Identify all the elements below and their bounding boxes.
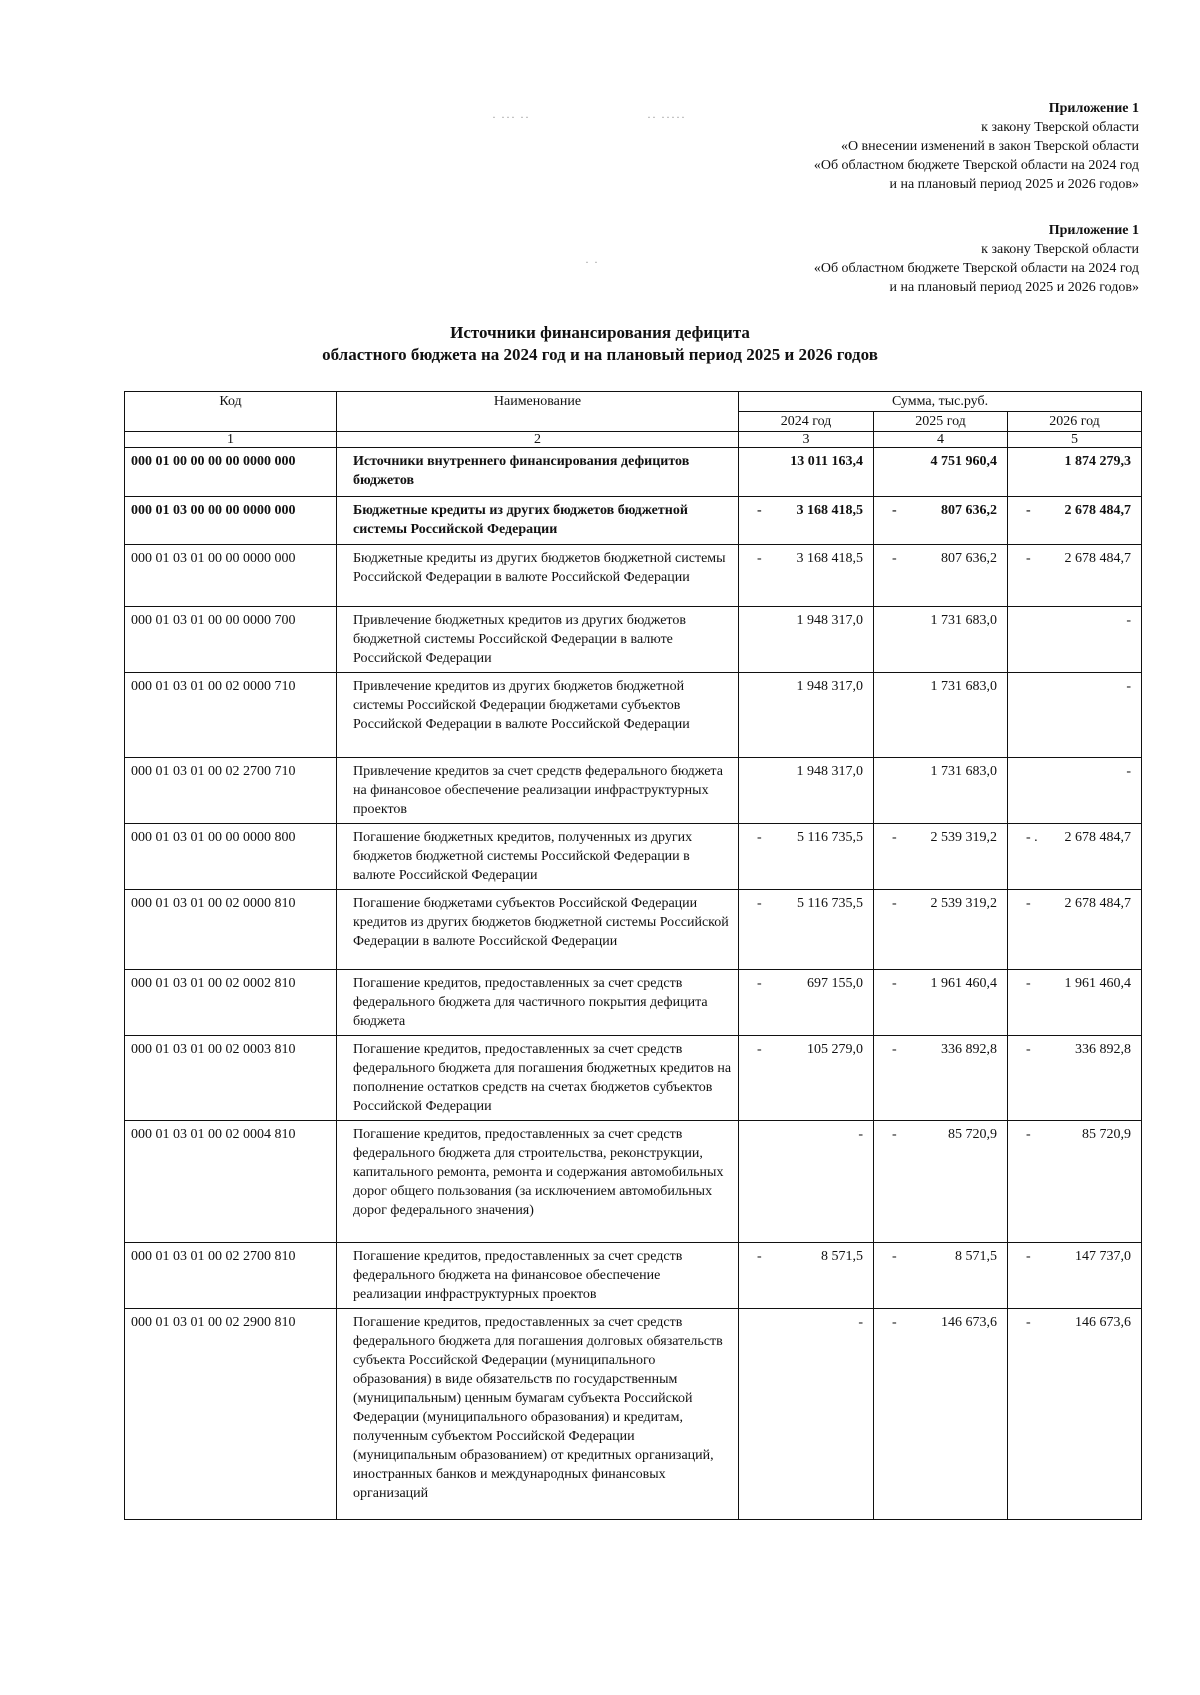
column-number: 5 <box>1008 432 1142 448</box>
amount-value: 336 892,8 <box>1075 1042 1132 1057</box>
header-year-2025: 2025 год <box>874 412 1008 432</box>
amount-2024-cell <box>739 1036 874 1121</box>
amount-2026-cell <box>1008 824 1142 890</box>
amount-value: 1 731 683,0 <box>930 764 997 779</box>
appendix-line: «О внесении изменений в закон Тверской области <box>840 139 1139 154</box>
amount-2025-cell <box>874 758 1008 824</box>
amount-value: 807 636,2 <box>941 503 997 518</box>
amount-value: - <box>1126 764 1132 779</box>
minus-sign: - <box>892 551 897 566</box>
budget-code-cell: 000 01 03 00 00 00 0000 000 <box>125 497 337 545</box>
table-row <box>125 1309 1142 1520</box>
minus-sign: - <box>892 1042 897 1057</box>
budget-code-cell: 000 01 03 01 00 02 0000 810 <box>125 890 337 970</box>
amount-2026-cell <box>1008 890 1142 970</box>
amount-value: 146 673,6 <box>1075 1315 1132 1330</box>
item-name-cell: Погашение бюджетами субъектов Российской Федерации кредитов из других бюджетов бюджетной системы Российской Федерации в валюте Российской Федерации <box>337 890 739 970</box>
amount-value: 2 539 319,2 <box>930 830 997 845</box>
amount-2024-cell <box>739 1309 874 1520</box>
table-row <box>125 758 1142 824</box>
amount-value: 336 892,8 <box>941 1042 997 1057</box>
amount-2024-cell <box>739 497 874 545</box>
appendix-line: и на плановый период 2025 и 2026 годов» <box>889 177 1139 192</box>
amount-2026-cell <box>1008 1036 1142 1121</box>
minus-sign: - <box>892 830 897 845</box>
table-row <box>125 607 1142 673</box>
item-name-cell: Бюджетные кредиты из других бюджетов бюджетной системы Российской Федерации в валюте Российской Федерации <box>337 545 739 607</box>
column-number: 4 <box>874 432 1008 448</box>
amount-2024-cell <box>739 448 874 497</box>
amount-value: 2 678 484,7 <box>1064 896 1132 911</box>
header-year-2024: 2024 год <box>739 412 874 432</box>
table-row <box>125 1036 1142 1121</box>
amount-2026-cell <box>1008 1309 1142 1520</box>
amount-2026-cell <box>1008 545 1142 607</box>
header-name: Наименование <box>337 392 739 432</box>
amount-2025-cell <box>874 1121 1008 1243</box>
budget-code-cell: 000 01 03 01 00 02 2700 810 <box>125 1243 337 1309</box>
amount-value: 4 751 960,4 <box>930 454 997 469</box>
amount-value: 2 678 484,7 <box>1064 551 1132 566</box>
amount-2026-cell <box>1008 607 1142 673</box>
item-name-cell: Привлечение бюджетных кредитов из других бюджетов бюджетной системы Российской Федерации в валюте Российской Федерации <box>337 607 739 673</box>
budget-code-cell: 000 01 03 01 00 02 2900 810 <box>125 1309 337 1520</box>
table-column-numbers-row <box>125 432 1142 448</box>
table-row <box>125 1121 1142 1243</box>
appendix-line: к закону Тверской области <box>981 242 1139 257</box>
amount-value: 1 731 683,0 <box>930 679 997 694</box>
column-number: 2 <box>337 432 739 448</box>
amount-value: 13 011 163,4 <box>790 454 863 469</box>
amount-2025-cell <box>874 1309 1008 1520</box>
table-row <box>125 545 1142 607</box>
amount-2025-cell <box>874 497 1008 545</box>
scan-artifact: ·· ····· <box>647 110 686 124</box>
item-name-cell: Привлечение кредитов за счет средств федерального бюджета на финансовое обеспечение реализации инфраструктурных проектов <box>337 758 739 824</box>
amount-value: 1 961 460,4 <box>930 976 997 991</box>
document-title-line: областного бюджета на 2024 год и на плановый период 2025 и 2026 годов <box>322 345 878 364</box>
appendix-header-1 <box>814 99 1139 194</box>
document-title <box>0 322 1200 366</box>
item-name-cell: Погашение кредитов, предоставленных за счет средств федерального бюджета для погашения бюджетных кредитов на пополнение остатков средств на счетах бюджетов субъектов Российской Федерации <box>337 1036 739 1121</box>
amount-value: 1 874 279,3 <box>1064 454 1132 469</box>
minus-sign: - <box>1026 896 1031 911</box>
budget-code-cell: 000 01 03 01 00 02 0003 810 <box>125 1036 337 1121</box>
amount-value: 146 673,6 <box>941 1315 997 1330</box>
table-row <box>125 970 1142 1036</box>
appendix-line: «Об областном бюджете Тверской области на 2024 год <box>813 261 1139 276</box>
budget-code-cell: 000 01 03 01 00 02 2700 710 <box>125 758 337 824</box>
minus-sign: - <box>757 551 762 566</box>
amount-2025-cell <box>874 1036 1008 1121</box>
amount-2024-cell <box>739 824 874 890</box>
amount-value: 1 961 460,4 <box>1064 976 1132 991</box>
table-row <box>125 448 1142 497</box>
minus-sign: - <box>892 1315 897 1330</box>
column-number: 1 <box>125 432 337 448</box>
table-row <box>125 824 1142 890</box>
amount-value: 8 571,5 <box>955 1249 997 1264</box>
minus-sign: - <box>892 503 897 518</box>
minus-sign: - . <box>1026 830 1038 845</box>
minus-sign: - <box>892 1127 897 1142</box>
appendix-title: Приложение 1 <box>1048 101 1139 116</box>
amount-2025-cell <box>874 970 1008 1036</box>
appendix-line: и на плановый период 2025 и 2026 годов» <box>889 280 1139 295</box>
amount-2024-cell <box>739 890 874 970</box>
amount-2025-cell <box>874 1243 1008 1309</box>
amount-value: 1 731 683,0 <box>930 613 997 628</box>
amount-2026-cell <box>1008 497 1142 545</box>
minus-sign: - <box>892 1249 897 1264</box>
item-name-cell: Погашение кредитов, предоставленных за счет средств федерального бюджета для погашения долговых обязательств субъекта Российской Федерации (муниципального образования) в виде обязательств по государственным (муниципальным) ценным бумагам субъекта Российской Федерации (муниципального образования) и кредитам, полученным субъектом Российской Федерации (муниципальным образованием) от кредитных организаций, иностранных банков и международных финансовых организаций <box>337 1309 739 1520</box>
minus-sign: - <box>757 1042 762 1057</box>
budget-code-cell: 000 01 00 00 00 00 0000 000 <box>125 448 337 497</box>
amount-2024-cell <box>739 1121 874 1243</box>
budget-code-cell: 000 01 03 01 00 02 0002 810 <box>125 970 337 1036</box>
header-sum: Сумма, тыс.руб. <box>739 392 1142 412</box>
minus-sign: - <box>1026 551 1031 566</box>
amount-value: - <box>1126 613 1132 628</box>
amount-value: 2 539 319,2 <box>930 896 997 911</box>
amount-2024-cell <box>739 607 874 673</box>
amount-2026-cell <box>1008 448 1142 497</box>
amount-2025-cell <box>874 824 1008 890</box>
amount-value: 807 636,2 <box>941 551 997 566</box>
header-year-2026: 2026 год <box>1008 412 1142 432</box>
table-row <box>125 497 1142 545</box>
amount-2026-cell <box>1008 1243 1142 1309</box>
column-number: 3 <box>739 432 874 448</box>
amount-2024-cell <box>739 970 874 1036</box>
amount-value: 697 155,0 <box>807 976 863 991</box>
table-header-row <box>125 392 1142 412</box>
amount-value: - <box>858 1315 863 1330</box>
amount-value: 3 168 418,5 <box>796 503 863 518</box>
item-name-cell: Бюджетные кредиты из других бюджетов бюджетной системы Российской Федерации <box>337 497 739 545</box>
scan-artifact: · · <box>585 255 599 269</box>
amount-2025-cell <box>874 890 1008 970</box>
amount-2026-cell <box>1008 673 1142 758</box>
amount-2024-cell <box>739 1243 874 1309</box>
minus-sign: - <box>1026 1127 1031 1142</box>
table-row <box>125 1243 1142 1309</box>
amount-value: 8 571,5 <box>821 1249 863 1264</box>
budget-code-cell: 000 01 03 01 00 00 0000 800 <box>125 824 337 890</box>
table-row <box>125 890 1142 970</box>
item-name-cell: Погашение кредитов, предоставленных за счет средств федерального бюджета для частичного покрытия дефицита бюджета <box>337 970 739 1036</box>
appendix-line: к закону Тверской области <box>981 120 1139 135</box>
minus-sign: - <box>892 896 897 911</box>
minus-sign: - <box>1026 1249 1031 1264</box>
item-name-cell: Погашение кредитов, предоставленных за счет средств федерального бюджета для строительства, реконструкции, капитального ремонта, ремонта и содержания автомобильных дорог общего пользования (за исключением автомобильных дорог федерального значения) <box>337 1121 739 1243</box>
budget-code-cell: 000 01 03 01 00 02 0004 810 <box>125 1121 337 1243</box>
item-name-cell: Погашение бюджетных кредитов, полученных из других бюджетов бюджетной системы Российской Федерации в валюте Российской Федерации <box>337 824 739 890</box>
amount-value: - <box>1126 679 1132 694</box>
amount-2026-cell <box>1008 758 1142 824</box>
document-title-line: Источники финансирования дефицита <box>450 323 750 342</box>
amount-value: 147 737,0 <box>1075 1249 1132 1264</box>
minus-sign: - <box>757 976 762 991</box>
amount-value: 2 678 484,7 <box>1064 830 1132 845</box>
minus-sign: - <box>1026 503 1031 518</box>
budget-code-cell: 000 01 03 01 00 00 0000 000 <box>125 545 337 607</box>
minus-sign: - <box>1026 976 1031 991</box>
scan-artifact: · ··· ·· <box>492 110 530 124</box>
table-row <box>125 673 1142 758</box>
amount-value: 105 279,0 <box>807 1042 863 1057</box>
budget-code-cell: 000 01 03 01 00 02 0000 710 <box>125 673 337 758</box>
amount-2025-cell <box>874 673 1008 758</box>
amount-2024-cell <box>739 758 874 824</box>
amount-2026-cell <box>1008 970 1142 1036</box>
appendix-title: Приложение 1 <box>1048 223 1139 238</box>
amount-2024-cell <box>739 545 874 607</box>
item-name-cell: Привлечение кредитов из других бюджетов бюджетной системы Российской Федерации бюджетами субъектов Российской Федерации в валюте Российской Федерации <box>337 673 739 758</box>
amount-value: 1 948 317,0 <box>796 764 863 779</box>
minus-sign: - <box>892 976 897 991</box>
amount-value: 85 720,9 <box>1082 1127 1132 1142</box>
amount-value: 1 948 317,0 <box>796 613 863 628</box>
amount-2025-cell <box>874 607 1008 673</box>
amount-2025-cell <box>874 448 1008 497</box>
amount-value: 5 116 735,5 <box>797 896 863 911</box>
amount-2024-cell <box>739 673 874 758</box>
minus-sign: - <box>757 830 762 845</box>
amount-value: 2 678 484,7 <box>1064 503 1132 518</box>
amount-value: - <box>858 1127 863 1142</box>
amount-value: 1 948 317,0 <box>796 679 863 694</box>
item-name-cell: Погашение кредитов, предоставленных за счет средств федерального бюджета на финансовое обеспечение реализации инфраструктурных проектов <box>337 1243 739 1309</box>
header-code: Код <box>125 392 337 432</box>
amount-value: 5 116 735,5 <box>797 830 863 845</box>
minus-sign: - <box>757 1249 762 1264</box>
amount-2025-cell <box>874 545 1008 607</box>
amount-2026-cell <box>1008 1121 1142 1243</box>
minus-sign: - <box>757 896 762 911</box>
financing-sources-table <box>124 391 1142 1520</box>
minus-sign: - <box>757 503 762 518</box>
minus-sign: - <box>1026 1315 1031 1330</box>
budget-code-cell: 000 01 03 01 00 00 0000 700 <box>125 607 337 673</box>
minus-sign: - <box>1026 1042 1031 1057</box>
appendix-header-2 <box>814 221 1139 297</box>
appendix-line: «Об областном бюджете Тверской области на 2024 год <box>813 158 1139 173</box>
item-name-cell: Источники внутреннего финансирования дефицитов бюджетов <box>337 448 739 497</box>
amount-value: 3 168 418,5 <box>796 551 863 566</box>
amount-value: 85 720,9 <box>948 1127 997 1142</box>
